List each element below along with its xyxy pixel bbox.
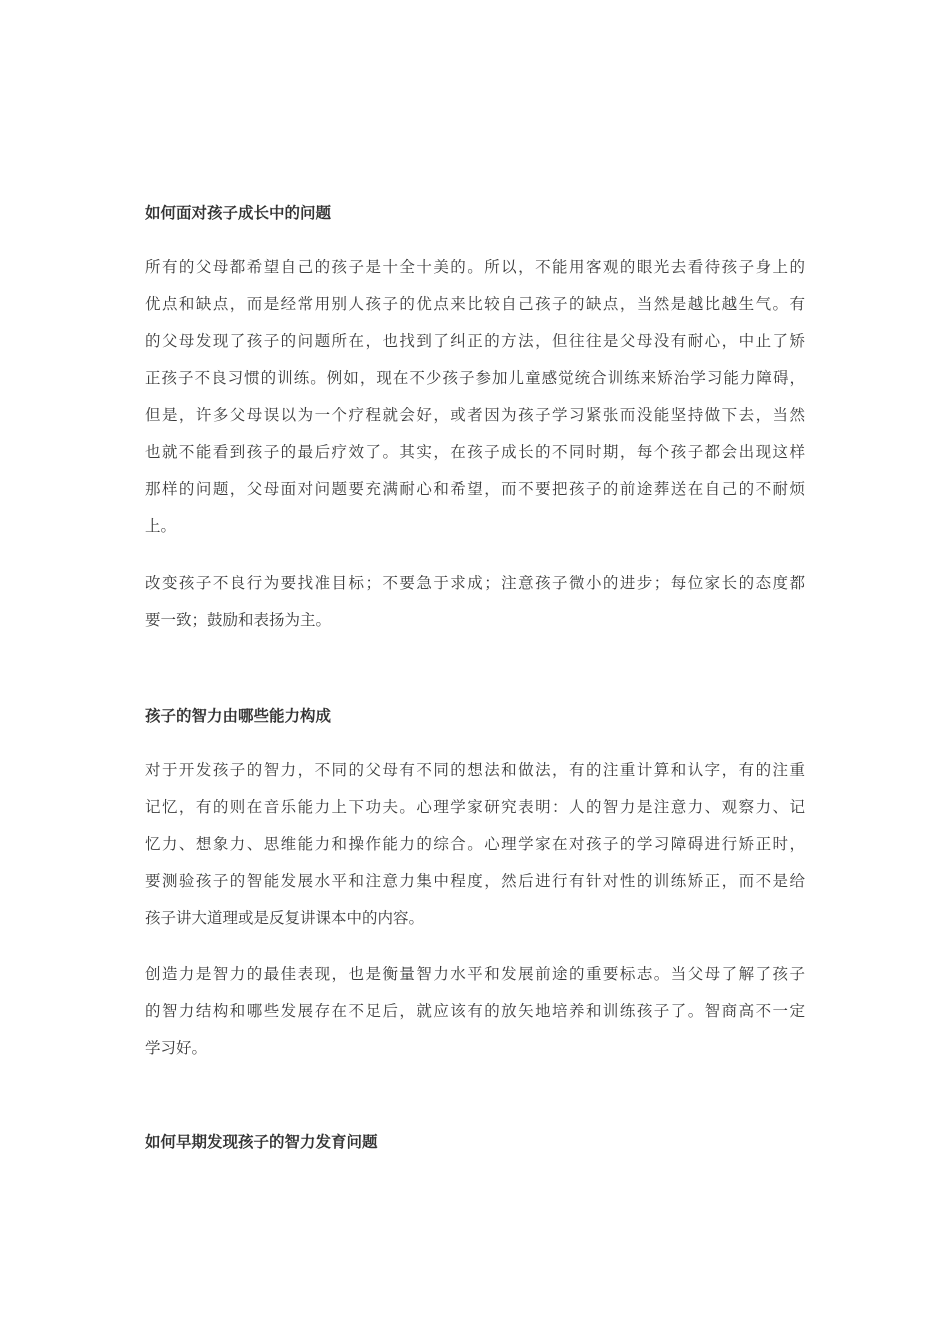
text-line: 忆力、想象力、思维能力和操作能力的综合。心理学家在对孩子的学习障碍进行矫正时， xyxy=(145,835,805,853)
text-line: 所有的父母都希望自己的孩子是十全十美的。所以，不能用客观的眼光去看待孩子身上的 xyxy=(145,258,805,276)
text-line: 创造力是智力的最佳表现，也是衡量智力水平和发展前途的重要标志。当父母了解了孩子 xyxy=(145,965,805,983)
text-line: 那样的问题，父母面对问题要充满耐心和希望，而不要把孩子的前途葬送在自己的不耐烦 xyxy=(145,480,805,498)
text-line: 的智力结构和哪些发展存在不足后，就应该有的放矢地培养和训练孩子了。智商高不一定 xyxy=(145,1002,805,1020)
text-line: 的父母发现了孩子的问题所在，也找到了纠正的方法，但往往是父母没有耐心，中止了矫 xyxy=(145,332,805,350)
text-line: 记忆，有的则在音乐能力上下功夫。心理学家研究表明：人的智力是注意力、观察力、记 xyxy=(145,798,805,816)
text-line: 也就不能看到孩子的最后疗效了。其实，在孩子成长的不同时期，每个孩子都会出现这样 xyxy=(145,443,805,461)
paragraph xyxy=(145,565,805,639)
section-heading: 孩子的智力由哪些能力构成 xyxy=(145,707,332,725)
text-line: 优点和缺点，而是经常用别人孩子的优点来比较自己孩子的缺点，当然是越比越生气。有 xyxy=(145,295,805,313)
text-line: 要一致；鼓励和表扬为主。 xyxy=(145,611,332,629)
text-line: 上。 xyxy=(145,517,177,535)
section-heading: 如何早期发现孩子的智力发育问题 xyxy=(145,1133,378,1151)
text-line: 要测验孩子的智能发展水平和注意力集中程度，然后进行有针对性的训练矫正，而不是给 xyxy=(145,872,805,890)
text-line: 学习好。 xyxy=(145,1039,208,1057)
paragraph xyxy=(145,956,805,1067)
text-line: 孩子讲大道理或是反复讲课本中的内容。 xyxy=(145,909,425,927)
text-line: 改变孩子不良行为要找准目标；不要急于求成；注意孩子微小的进步；每位家长的态度都 xyxy=(145,574,805,592)
text-line: 对于开发孩子的智力，不同的父母有不同的想法和做法，有的注重计算和认字，有的注重 xyxy=(145,761,805,779)
text-line: 但是，许多父母误以为一个疗程就会好，或者因为孩子学习紧张而没能坚持做下去，当然 xyxy=(145,406,805,424)
paragraph xyxy=(145,249,805,545)
text-line: 正孩子不良习惯的训练。例如，现在不少孩子参加儿童感觉统合训练来矫治学习能力障碍， xyxy=(145,369,805,387)
paragraph xyxy=(145,752,805,937)
section-heading: 如何面对孩子成长中的问题 xyxy=(145,204,332,222)
